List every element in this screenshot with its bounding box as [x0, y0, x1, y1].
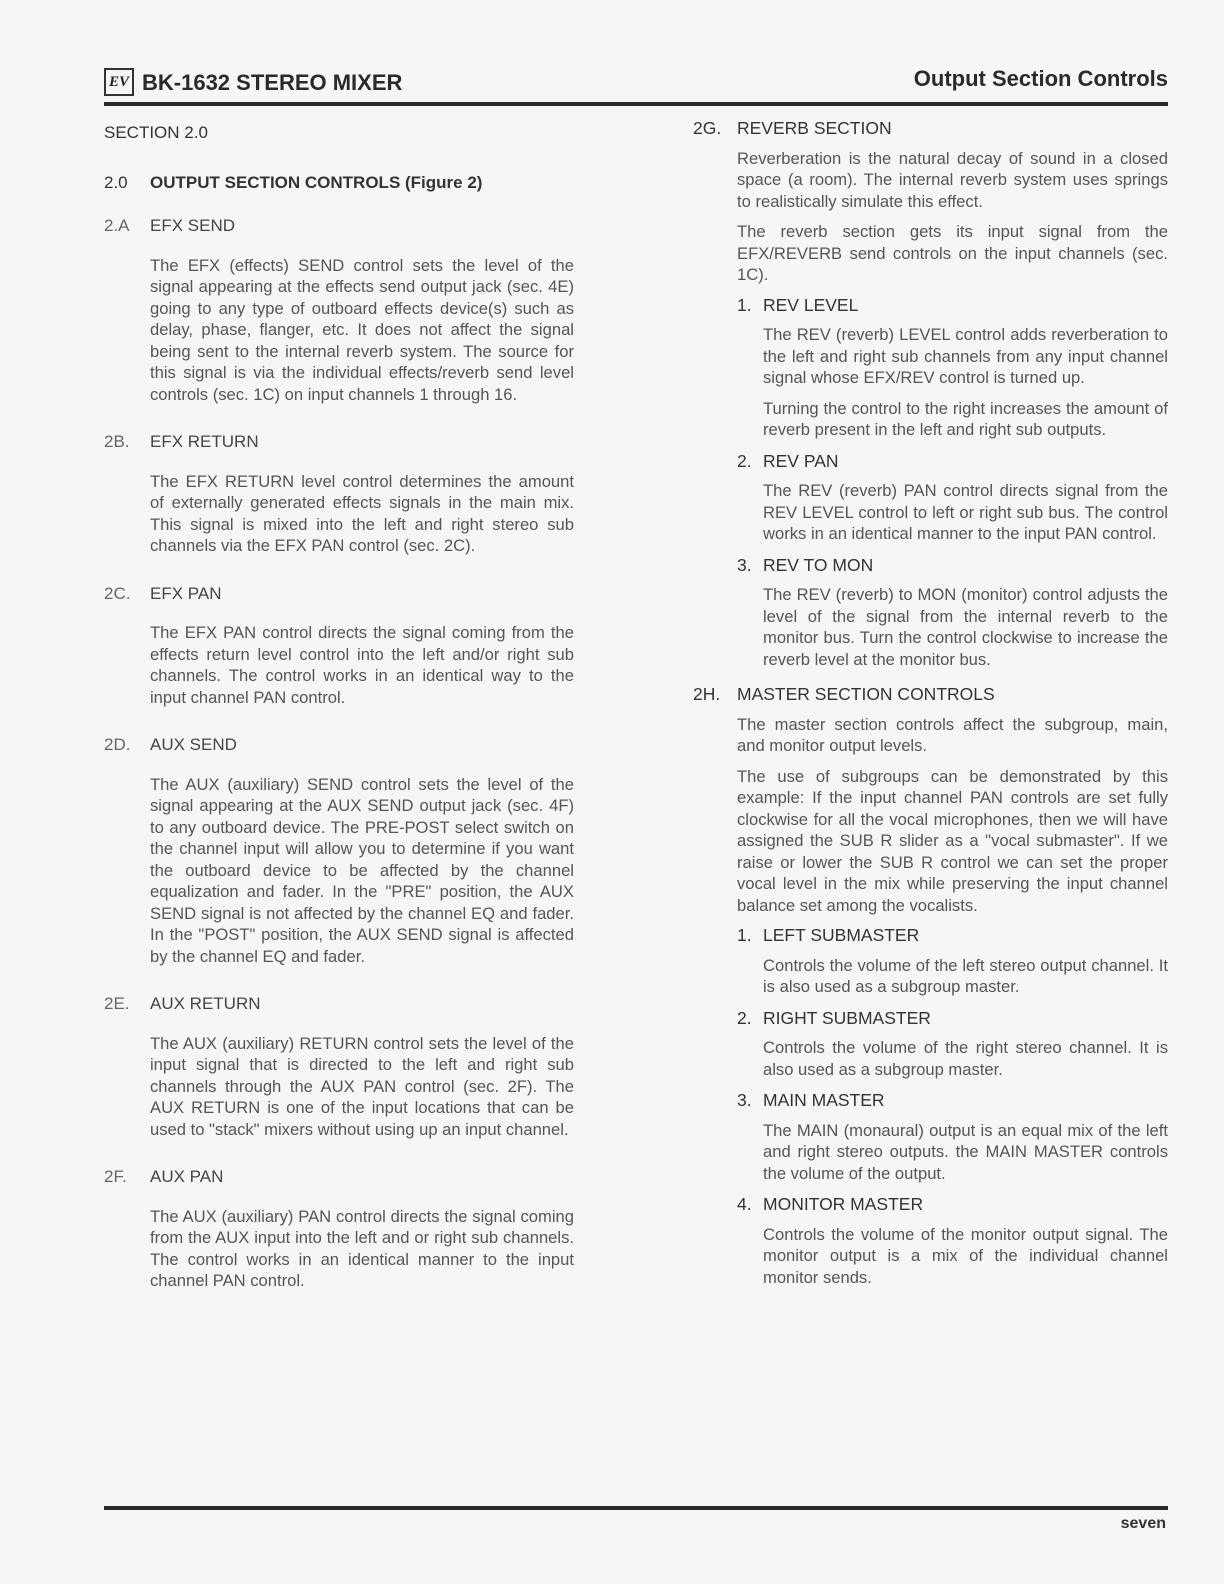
reverb-heading — [693, 118, 1168, 140]
section-label: SECTION 2.0 — [104, 123, 208, 142]
item-aux-send — [104, 734, 574, 967]
sub-main-master — [737, 1090, 1168, 1184]
master-paragraph: The use of subgroups can be demonstrated by this example: If the input channel PAN controls are set fully clockwise for all the vocal microphones, then we will have assigned the SUB R slider as a "vocal submaster". If we raise or lower the SUB R control we can set the proper vocal level in the mix while preserving the input channel balance set among the vocalists. — [737, 766, 1168, 915]
sub-title: MONITOR MASTER — [763, 1194, 924, 1214]
master-paragraph: The master section controls affect the subgroup, main, and monitor output levels. — [737, 714, 1168, 755]
sub-title: REV PAN — [763, 450, 839, 471]
item-efx-send — [104, 215, 574, 405]
sub-text: The REV (reverb) LEVEL control adds reverberation to the left and right sub channels from any input channel signal whose EFX/REV control is turned up. — [763, 325, 1168, 387]
sub-text: The MAIN (monaural) output is an equal mix of the left and right stereo outputs. the MAIN MASTER controls the volume of the output. — [763, 1120, 1168, 1183]
sub-text: The REV (reverb) PAN control directs signal from the REV LEVEL control to left or right sub bus. The control works in an identical manner to the input PAN control. — [763, 481, 1168, 543]
item-title: EFX RETURN — [150, 432, 259, 451]
sub-title: REV LEVEL — [763, 294, 859, 315]
item-number: 2C. — [104, 583, 131, 603]
footer-rule — [104, 1506, 1168, 1510]
reverb-section — [693, 118, 1168, 670]
item-aux-pan — [104, 1166, 574, 1292]
item-heading — [104, 431, 574, 453]
item-text: The EFX (effects) SEND control sets the level of the signal appearing at the effects send output jack (sec. 4E) going to any type of outboard effects device(s) such as delay, phase, flanger, etc. It does not affect the signal being sent to the internal reverb system. The source for this signal is via the individual effects/reverb send level controls (sec. 1C) on input channels 1 through 16. — [150, 255, 574, 404]
heading-number: 2G. — [693, 118, 722, 138]
sub-heading — [737, 451, 1168, 473]
item-heading — [104, 734, 574, 756]
sub-heading — [737, 1194, 1168, 1216]
sub-monitor-master — [737, 1194, 1168, 1288]
sub-title: REV TO MON — [763, 554, 874, 575]
heading-number: 2H. — [693, 684, 721, 704]
sub-number: 2. — [737, 450, 752, 471]
main-heading-number: 2.0 — [104, 172, 128, 192]
item-number: 2D. — [104, 735, 131, 754]
item-text: The EFX RETURN level control determines the amount of externally generated effects signals in the main mix. This signal is mixed into the left and right stereo sub channels via the EFX PAN control (sec. 2C). — [150, 471, 574, 555]
item-text: The AUX (auxiliary) PAN control directs the signal coming from the AUX input into the left and or right sub channels. The control works in an identical manner to the input channel PAN control. — [150, 1206, 574, 1290]
sub-number: 4. — [737, 1194, 752, 1214]
item-efx-pan — [104, 583, 574, 709]
sub-rev-pan — [737, 451, 1168, 545]
sub-number: 3. — [737, 554, 752, 575]
sub-number: 1. — [737, 294, 752, 315]
item-title: EFX PAN — [150, 583, 222, 603]
sub-text: Controls the volume of the monitor output signal. The monitor output is a mix of the individual channel monitor sends. — [763, 1224, 1168, 1287]
item-text: The EFX PAN control directs the signal coming from the effects return level control into the left and/or right sub channels. The control works in an identical way to the input channel PAN control. — [150, 623, 574, 707]
sub-title: RIGHT SUBMASTER — [763, 1007, 931, 1028]
heading-title: REVERB SECTION — [737, 118, 892, 138]
item-heading — [104, 583, 574, 605]
sub-number: 3. — [737, 1090, 752, 1110]
item-title: AUX RETURN — [150, 994, 261, 1013]
item-efx-return — [104, 431, 574, 557]
sub-text: The REV (reverb) to MON (monitor) control adjusts the level of the signal from the internal reverb to the monitor bus. Turn the control clockwise to increase the reverb level at the monitor bus. — [763, 585, 1168, 669]
sub-text: Turning the control to the right increases the amount of reverb present in the left and right sub outputs. — [763, 398, 1168, 439]
master-heading — [693, 684, 1168, 706]
sub-text: Controls the volume of the left stereo output channel. It is also used as a subgroup master. — [763, 955, 1168, 996]
document-title: BK-1632 STEREO MIXER — [142, 70, 403, 95]
header-rule — [104, 102, 1168, 106]
sub-heading — [737, 1008, 1168, 1030]
sub-rev-level — [737, 295, 1168, 441]
item-title: AUX PAN — [150, 1167, 224, 1186]
sub-heading — [737, 925, 1168, 947]
section-heading: Output Section Controls — [913, 66, 1168, 91]
sub-heading — [737, 1090, 1168, 1112]
item-number: 2B. — [104, 432, 130, 451]
sub-title: MAIN MASTER — [763, 1090, 885, 1110]
sub-number: 1. — [737, 925, 752, 945]
left-column — [104, 118, 574, 1318]
item-heading — [104, 993, 574, 1015]
item-heading — [104, 1166, 574, 1188]
reverb-paragraph: The reverb section gets its input signal from the EFX/REVERB send controls on the input channels (sec. 1C). — [737, 222, 1168, 284]
sub-rev-to-mon — [737, 555, 1168, 671]
item-title: EFX SEND — [150, 216, 236, 235]
page-header — [104, 66, 1168, 104]
sub-left-submaster — [737, 925, 1168, 998]
right-column — [693, 118, 1168, 1302]
main-heading-title: OUTPUT SECTION CONTROLS (Figure 2) — [150, 172, 483, 192]
item-text: The AUX (auxiliary) RETURN control sets the level of the input signal that is directed to the left and right sub channels through the AUX PAN control (sec. 2F). The AUX RETURN is one of the input locations that can be used to "stack" mixers without using up an input channel. — [150, 1033, 574, 1139]
master-section — [693, 684, 1168, 1288]
item-title: AUX SEND — [150, 735, 237, 754]
item-aux-return — [104, 993, 574, 1140]
heading-title: MASTER SECTION CONTROLS — [737, 684, 995, 704]
page-number: seven — [1120, 1515, 1166, 1532]
sub-number: 2. — [737, 1007, 752, 1028]
sub-text: Controls the volume of the right stereo channel. It is also used as a subgroup master. — [763, 1038, 1168, 1079]
main-heading — [104, 172, 574, 194]
reverb-paragraph: Reverberation is the natural decay of sound in a closed space (a room). The internal reverb system uses springs to realistically simulate this effect. — [737, 148, 1168, 211]
sub-title: LEFT SUBMASTER — [763, 925, 920, 945]
item-number: 2F. — [104, 1167, 127, 1186]
item-heading — [104, 215, 574, 237]
item-number: 2.A — [104, 216, 130, 235]
item-number: 2E. — [104, 994, 130, 1013]
sub-right-submaster — [737, 1008, 1168, 1081]
item-text: The AUX (auxiliary) SEND control sets the level of the signal appearing at the AUX SEND output jack (sec. 4F) to any outboard device. The PRE-POST select switch on the channel input will allow you to determine if you want the outboard device to be affected by the channel equalization and fader. In the "PRE" position, the AUX SEND signal is not affected by the channel EQ and fader. In the "POST" position, the AUX SEND signal is affected by the channel EQ and fader. — [150, 774, 574, 966]
sub-heading — [737, 555, 1168, 577]
sub-heading — [737, 295, 1168, 317]
ev-logo: EV — [104, 68, 134, 96]
